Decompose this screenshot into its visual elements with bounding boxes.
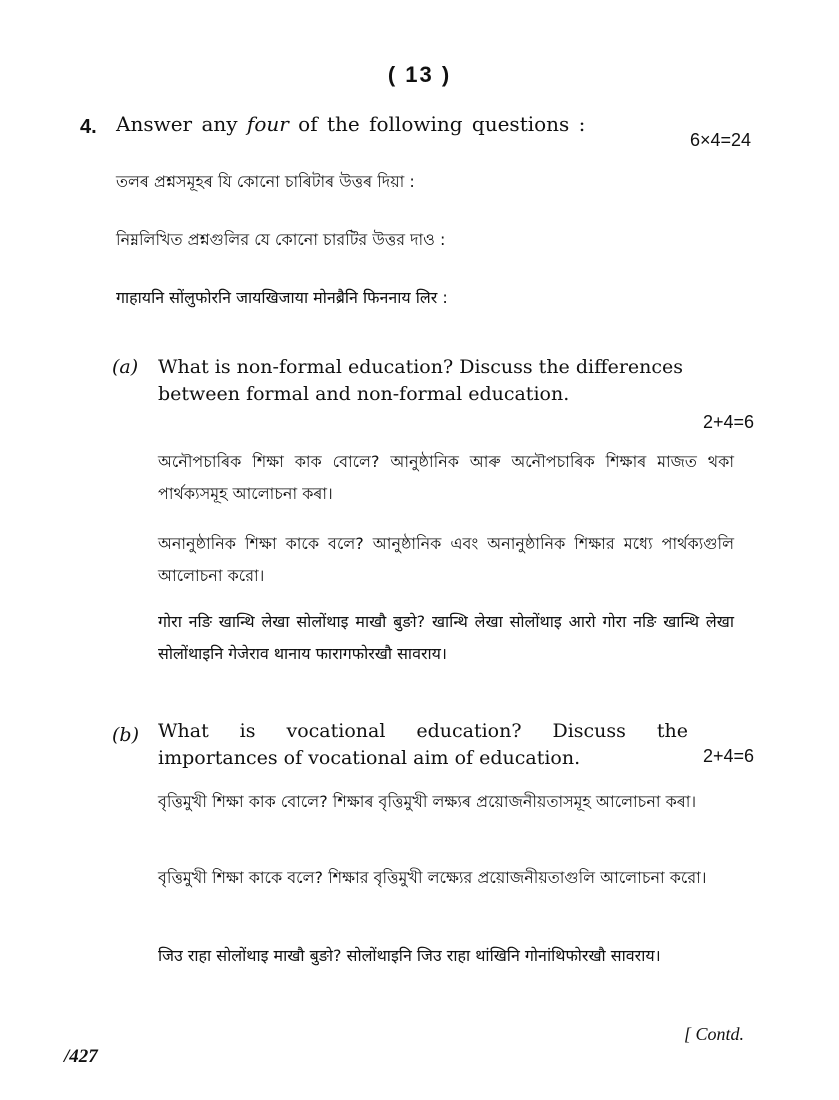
part-a-label: (a) (112, 356, 139, 378)
part-b-bengali: বৃত্তিমুখী শিক্ষা কাকে বলে? শিক্ষার বৃত্তিমুখী লক্ষ্যের প্রয়োজনীয়তাগুলি আলোচনা করো। (158, 868, 707, 887)
part-a-marks: 2+4=6 (703, 412, 755, 432)
question-instruction-bengali: নিম্নলিখিত প্রশ্নগুলির যে কোনো চারটির উত্তর দাও : (116, 230, 446, 249)
paper-code: /427 (64, 1046, 98, 1067)
part-b-bodo: जिउ राहा सोलोंथाइ माखौ बुङो? सोलोंथाइनि जिउ राहा थांखिनि गोनांथिफोरखौ सावराय। (158, 946, 661, 965)
part-b-assamese: বৃত্তিমুখী শিক্ষা কাক বোলে? শিক্ষাৰ বৃত্তিমুখী লক্ষ্যৰ প্ৰয়োজনীয়তাসমূহ আলোচনা কৰা। (158, 792, 697, 811)
question-number: 4. (80, 116, 97, 138)
continued-text: [ Contd. (684, 1024, 745, 1044)
instruction-emphasis: four (246, 112, 289, 136)
part-b-english-text: What is vocational education? Discuss the importances of vocational aim of education. (158, 720, 688, 769)
part-a-assamese: অনৌপচাৰিক শিক্ষা কাক বোলে? আনুষ্ঠানিক আৰু অনৌপচাৰিক শিক্ষাৰ মাজত থকা পাৰ্থক্যসমূহ আলোচনা কৰা। (158, 452, 734, 503)
continued-marker (684, 1024, 744, 1045)
question-instruction-assamese: তলৰ প্ৰশ্নসমূহৰ যি কোনো চাৰিটাৰ উত্তৰ দিয়া : (116, 172, 415, 191)
instruction-suffix: of the following questions : (288, 112, 586, 136)
part-b-english (158, 718, 688, 772)
page-number: ( 13 ) (387, 62, 452, 87)
question-instruction (116, 112, 585, 136)
part-a-english: What is non-formal education? Discuss the differences between formal and non-formal education. (158, 356, 684, 405)
part-a-bengali: অনানুষ্ঠানিক শিক্ষা কাকে বলে? আনুষ্ঠানিক এবং অনানুষ্ঠানিক শিক্ষার মধ্যে পার্থক্যগুলি আলোচনা করো। (158, 534, 734, 585)
instruction-prefix: Answer any (116, 112, 247, 136)
part-a-bodo: गोरा नङि खान्थि लेखा सोलोंथाइ माखौ बुङो? खान्थि लेखा सोलोंथाइ आरो गोरा नङि खान्थि लेखा सोलोंथाइनि गेजेराव थानाय फारागफोरखौ सावराय। (158, 612, 734, 663)
question-instruction-bodo: गाहायनि सोंलुफोरनि जायखिजाया मोनब्रैनि फिननाय लिर : (116, 288, 448, 307)
part-b-marks: 2+4=6 (703, 746, 755, 766)
question-marks: 6×4=24 (690, 130, 752, 150)
part-b-label: (b) (112, 724, 139, 746)
